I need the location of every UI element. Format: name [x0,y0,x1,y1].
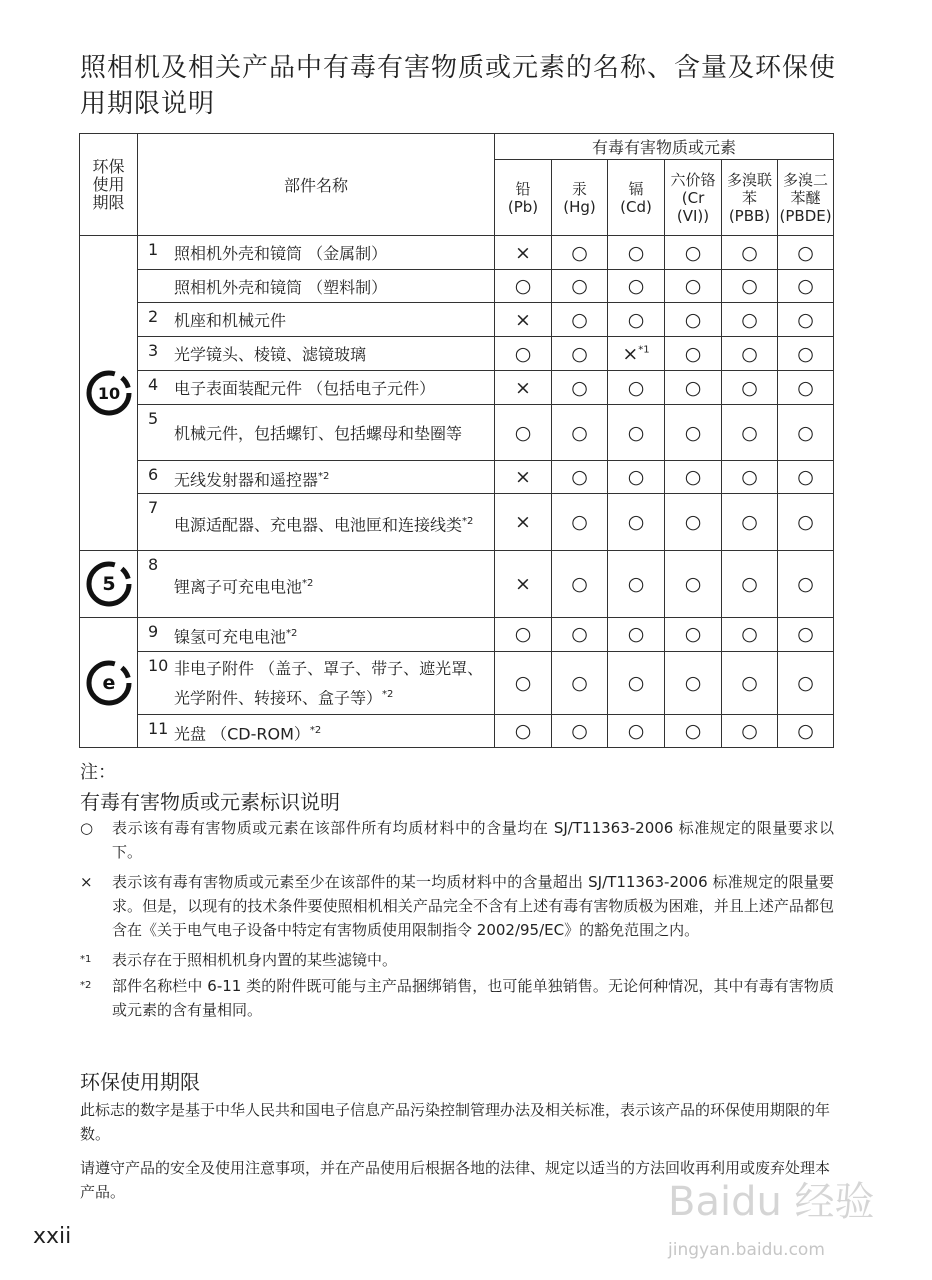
table-row [80,337,834,371]
part-name-cell [138,651,495,714]
notes [80,760,834,1022]
period-header: 环保 使用 期限 [80,134,138,236]
substance-mark: ○ [778,714,834,747]
substance-mark: × [495,303,552,337]
table-row [80,303,834,337]
footnote-2: $^{*2}$ 部件名称栏中 6-11 类的附件既可能与主产品捆绑销售，也可能单独销售。无论何种情况，其中有毒有害物质或元素的含有量相同。 [80,977,834,1019]
part-number: 3 [148,341,159,360]
page-title: 照相机及相关产品中有毒有害物质或元素的名称、含量及环保使用期限说明 [80,53,837,119]
substance-mark: ○ [608,236,665,270]
substance-col-5: 多溴二 苯醚 (PBDE) [778,160,834,236]
part-name: 照相机外壳和镜筒 （塑料制） [174,277,388,297]
part-name: 锂离子可充电电池$^{*2}$ [174,577,314,597]
svg-text:5: 5 [101,573,116,596]
notes-subheading: 有毒有害物质或元素标识说明 [80,790,340,814]
substance-col-1: 汞 (Hg) [552,160,608,236]
substance-mark: ○ [552,714,608,747]
substance-mark: ○ [722,270,778,303]
substance-mark: ○ [552,236,608,270]
circle-symbol: ○ [80,819,94,837]
substance-mark: ○ [608,618,665,651]
substance-mark: ○ [722,371,778,405]
part-number: 10 [148,655,169,675]
table-row [80,618,834,651]
substance-mark: ○ [608,405,665,461]
substance-mark: ○ [552,618,608,651]
substance-mark: ○ [778,405,834,461]
table-row [80,651,834,714]
period-cell [80,618,138,748]
table-row [80,236,834,270]
part-number: 7 [148,498,159,518]
circle-note: ○ 表示该有毒有害物质或元素在该部件所有均质材料中的含量均在 SJ/T11363-2006 标准规定的限量要求以下。 [80,816,834,864]
substance-mark: ○ [722,714,778,747]
substance-table [79,133,834,748]
part-number: 11 [148,718,169,738]
part-header: 部件名称 [138,134,495,236]
part-name: 光盘 $(CD-ROM)^{*2}$ [174,723,322,743]
part-number: 2 [148,307,159,326]
substance-mark: ○ [495,714,552,747]
substance-mark: ○ [722,236,778,270]
substance-mark: ○ [665,405,722,461]
period-cell [80,551,138,618]
part-name-cell [138,270,495,303]
substance-mark: ○ [778,236,834,270]
substance-mark: ○ [778,337,834,371]
substance-col-2: 镉 (Cd) [608,160,665,236]
substance-mark: ○ [552,303,608,337]
period-heading: 环保使用期限 [80,1070,200,1094]
baidu-watermark [628,1135,928,1275]
footnote-1: $^{*1}$ 表示存在于照相机机身内置的某些滤镜中。 [80,951,398,969]
substance-mark: ○ [608,714,665,747]
part-name: 照相机外壳和镜筒 （金属制） [174,244,388,263]
watermark-logo-text: Baidu 经验 [668,1179,875,1225]
part-number: 1 [148,240,159,259]
table-row [80,270,834,303]
substance-mark: ○ [495,618,552,651]
substance-mark: ○ [778,303,834,337]
substance-mark: ○ [608,461,665,494]
part-name: 无线发射器和遥控器$^{*2}$ [174,470,330,490]
substance-mark: ○ [665,714,722,747]
substance-mark: ○ [665,236,722,270]
substance-mark: ○ [495,270,552,303]
substance-mark: ○ [552,494,608,551]
table-row [80,371,834,405]
substance-mark: ○ [722,651,778,714]
part-number: 9 [148,622,159,642]
substance-mark: × [495,236,552,270]
table-row [80,405,834,461]
part-name: 机械元件，包括螺钉、包括螺母和垫圈等 [174,424,463,443]
substance-mark: ○ [722,551,778,618]
part-name: 电源适配器、充电器、电池匣和连接线类$^{*2}$ [174,515,474,535]
table-row [80,494,834,551]
part-name-cell [138,714,495,747]
part-number: 4 [148,375,159,394]
substance-mark: ○ [608,651,665,714]
substance-mark: ○ [552,371,608,405]
substance-mark: ○ [608,303,665,337]
period-logo-e [86,660,132,706]
substance-mark: ○ [665,461,722,494]
substance-mark: × [495,371,552,405]
period-logo-5 [86,561,132,607]
substance-mark: ○ [722,494,778,551]
cross-symbol: × [80,873,93,891]
part-name: 光学镜头、棱镜、滤镜玻璃 [174,345,367,364]
svg-text:e: e [102,671,115,694]
substance-mark: ○ [778,551,834,618]
period-logo-10 [86,370,132,416]
page-number: xxii [33,1224,72,1249]
table-row [80,714,834,747]
part-name: 电子表面装配元件 （包括电子元件） [174,379,436,398]
part-name-cell [138,337,495,371]
substance-mark: ○ [665,651,722,714]
table-row [80,551,834,618]
substance-mark: ○ [722,461,778,494]
substance-mark: ○ [778,494,834,551]
substance-mark: × [495,461,552,494]
substance-mark: ○ [665,303,722,337]
cross-note: × 表示该有毒有害物质或元素至少在该部件的某一均质材料中的含量超出 SJ/T11363-2006 标准规定的限量要求。但是，以现有的技术条件要使照相机相关产品完全不含有上述有毒有害物质极为困难，并且上述产品都包含在《关于电气电子设备中特定有害物质使用限制指令 2002/95/EC》的豁免范围之内。 [80,870,834,942]
notes-heading: 注： [80,762,116,783]
svg-text:10: 10 [97,384,120,404]
part-number: 8 [148,555,159,575]
substance-mark: ○ [722,618,778,651]
part-name-cell [138,551,495,618]
part-number: 6 [148,465,159,484]
substance-mark: ○ [552,461,608,494]
part-name: 非电子附件 （盖子、罩子、带子、遮光罩、光学附件、转接环、盒子等）$^{*2}$ [174,659,484,708]
substance-mark: ○ [778,618,834,651]
substance-col-0: 铅 (Pb) [495,160,552,236]
part-number: 5 [148,409,159,428]
substance-mark: × [495,494,552,551]
part-name-cell [138,494,495,551]
substance-mark: × [495,551,552,618]
substance-mark: ○ [608,551,665,618]
substance-mark: ○ [495,651,552,714]
substance-mark: ○ [608,494,665,551]
substance-mark: ○ [552,337,608,371]
part-name: 镍氢可充电电池$^{*2}$ [174,627,298,647]
substance-mark: ○ [778,461,834,494]
period-cell [80,236,138,551]
substance-mark: ○ [552,270,608,303]
part-name: 机座和机械元件 [174,311,287,330]
substance-mark: ○ [608,371,665,405]
substance-mark: ○ [722,337,778,371]
part-name-cell [138,303,495,337]
substance-mark: ○ [665,494,722,551]
substance-mark: ○ [495,405,552,461]
substance-mark: ○ [778,651,834,714]
substance-mark: ○ [722,405,778,461]
substance-mark: ○ [665,270,722,303]
part-name-cell [138,371,495,405]
substance-mark: ×$^{*1}$ [608,337,665,371]
substance-mark: ○ [665,337,722,371]
part-name-cell [138,405,495,461]
substance-mark: ○ [552,405,608,461]
part-name-cell [138,236,495,270]
substance-mark: ○ [722,303,778,337]
substance-mark: ○ [778,371,834,405]
part-name-cell [138,461,495,494]
substance-mark: ○ [665,371,722,405]
substance-mark: ○ [552,551,608,618]
substance-mark: ○ [665,618,722,651]
substance-mark: ○ [608,270,665,303]
substance-mark: ○ [495,337,552,371]
substance-mark: ○ [552,651,608,714]
period-para-2: 请遵守产品的安全及使用注意事项，并在产品使用后根据各地的法律、规定以适当的方法回收再利用或废弃处理本产品。 [80,1159,831,1201]
substance-mark: ○ [665,551,722,618]
substance-mark: ○ [778,270,834,303]
part-name-cell [138,618,495,651]
substance-col-4: 多溴联 苯 (PBB) [722,160,778,236]
table-row [80,461,834,494]
substance-header: 有毒有害物质或元素 [495,134,834,160]
substance-col-3: 六价铬 (Cr (VI)) [665,160,722,236]
period-para-1: 此标志的数字是基于中华人民共和国电子信息产品污染控制管理办法及相关标准，表示该产品的环保使用期限的年数。 [80,1101,831,1143]
watermark-url: jingyan.baidu.com [668,1240,825,1260]
